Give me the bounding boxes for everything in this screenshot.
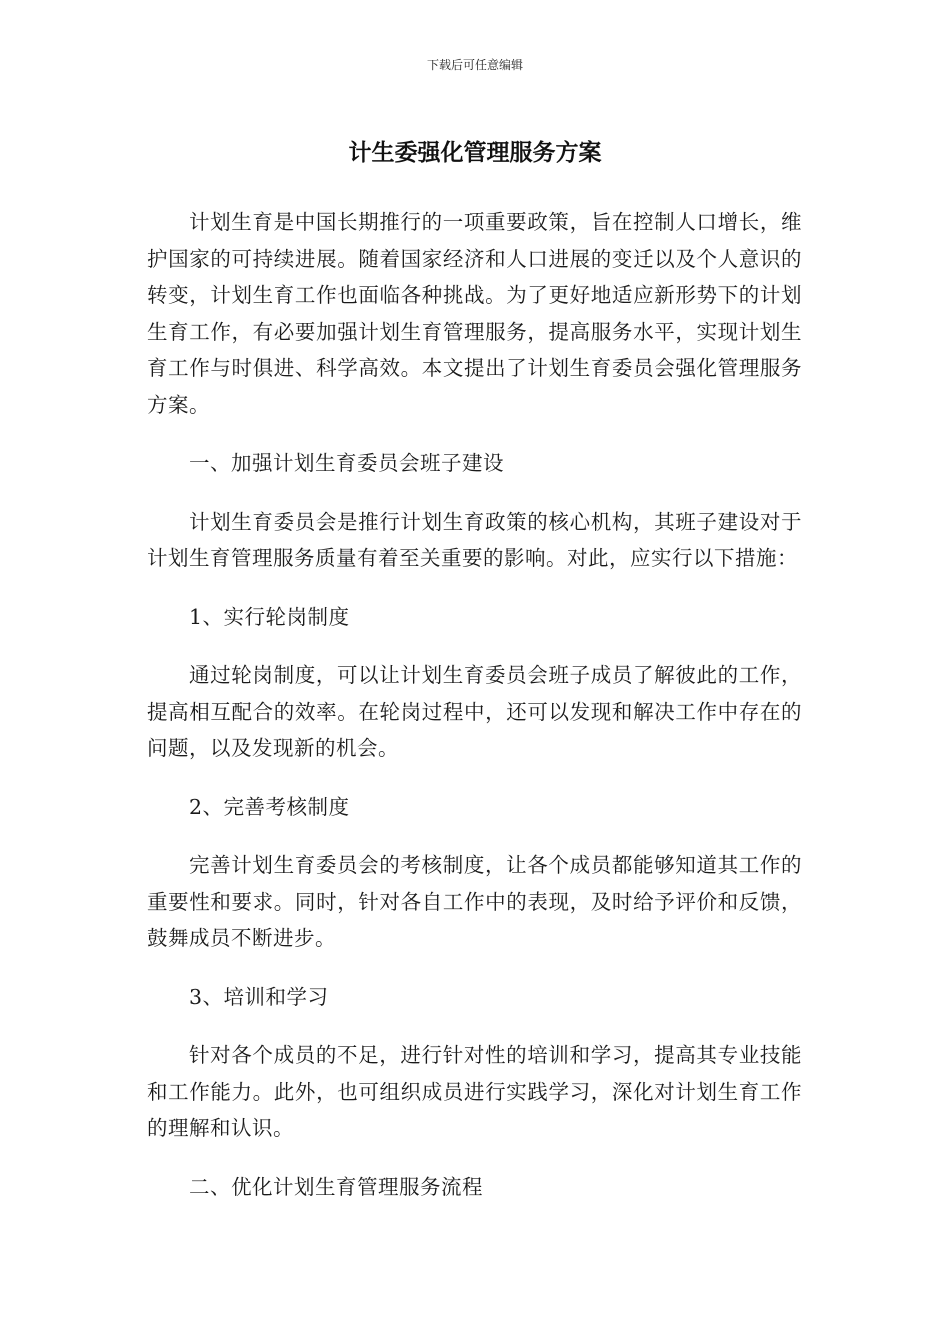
paragraph-1-1: 通过轮岗制度，可以让计划生育委员会班子成员了解彼此的工作，提高相互配合的效率。在轮岗过程中，还可以发现和解决工作中存在的问题，以及发现新的机会。 — [147, 663, 802, 760]
paragraph-1-3: 针对各个成员的不足，进行针对性的培训和学习，提高其专业技能和工作能力。此外，也可组织成员进行实践学习，深化对计划生育工作的理解和认识。 — [147, 1043, 802, 1140]
paragraph-intro: 计划生育是中国长期推行的一项重要政策，旨在控制人口增长，维护国家的可持续进展。随着国家经济和人口进展的变迁以及个人意识的转变，计划生育工作也面临各种挑战。为了更好地适应新形势下的计划生育工作，有必要加强计划生育管理服务，提高服务水平，实现计划生育工作与时俱进、科学高效。本文提出了计划生育委员会强化管理服务方案。 — [147, 210, 802, 417]
document-title: 计生委强化管理服务方案 — [348, 140, 602, 166]
header-note: 下载后可任意编辑 — [426, 58, 523, 72]
section-heading-2: 二、优化计划生育管理服务流程 — [189, 1174, 483, 1199]
paragraph-1-2: 完善计划生育委员会的考核制度，让各个成员都能够知道其工作的重要性和要求。同时，针对各自工作中的表现，及时给予评价和反馈，鼓舞成员不断进步。 — [147, 853, 802, 950]
section-heading-1: 一、加强计划生育委员会班子建设 — [189, 451, 504, 475]
document-body — [147, 204, 802, 1205]
subheading-1-3: 3、培训和学习 — [189, 984, 329, 1009]
subheading-1-1: 1、实行轮岗制度 — [189, 604, 350, 629]
paragraph-section-1: 计划生育委员会是推行计划生育政策的核心机构，其班子建设对于计划生育管理服务质量有着至关重要的影响。对此，应实行以下措施： — [147, 509, 802, 570]
subheading-1-2: 2、完善考核制度 — [189, 794, 350, 819]
